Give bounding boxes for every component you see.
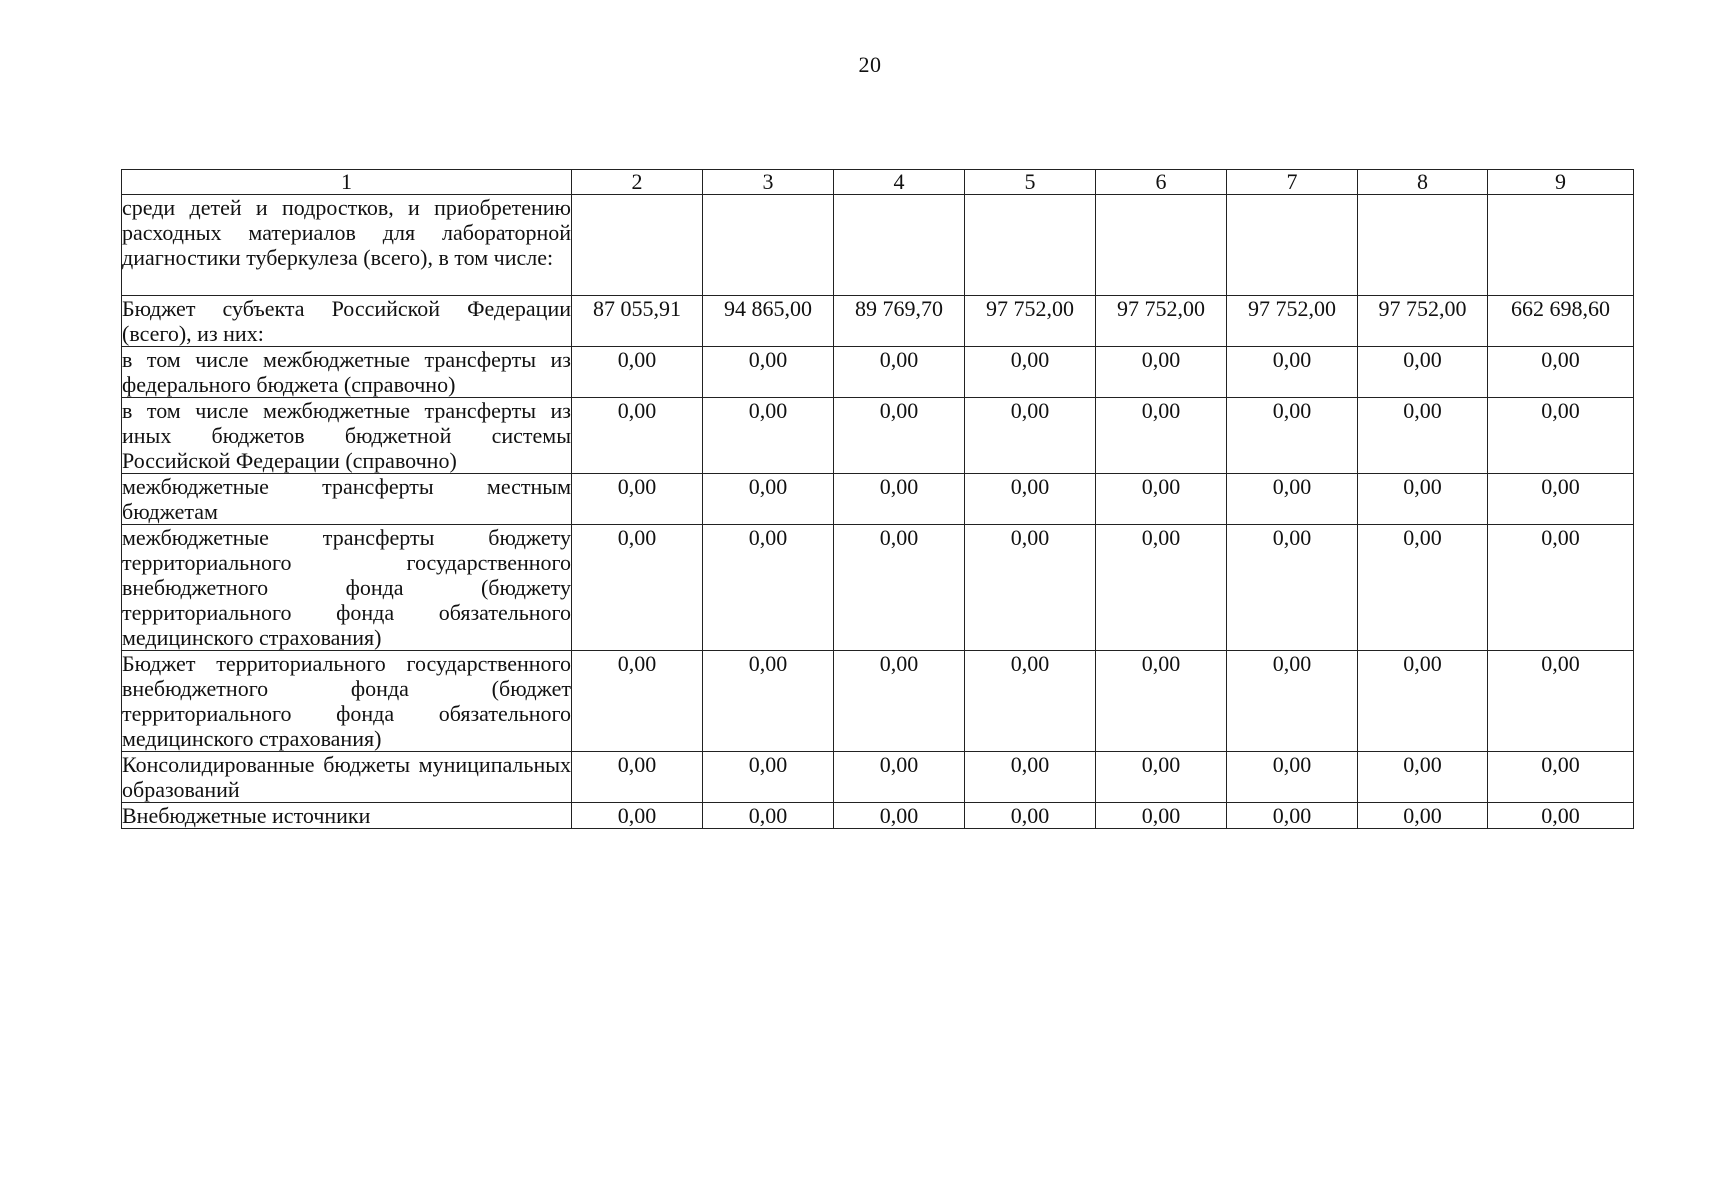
table-cell: 0,00 [1358,398,1488,474]
budget-table [121,169,1634,829]
table-row [122,651,1634,752]
table-cell: 0,00 [703,398,834,474]
table-cell: 662 698,60 [1488,296,1634,347]
column-header: 9 [1488,170,1634,195]
table-cell: 0,00 [703,803,834,829]
column-header: 7 [1227,170,1358,195]
table-cell: 0,00 [1358,525,1488,651]
table-cell: 0,00 [1488,398,1634,474]
table-cell: 0,00 [1227,752,1358,803]
table-cell: 0,00 [1096,803,1227,829]
table-cell: 0,00 [834,347,965,398]
column-header: 8 [1358,170,1488,195]
table-cell: 0,00 [703,347,834,398]
table-cell: 0,00 [834,651,965,752]
table-cell: 0,00 [834,803,965,829]
table-cell: 0,00 [572,803,703,829]
table-row [122,803,1634,829]
table-cell: 0,00 [1488,474,1634,525]
table-cell: 0,00 [1096,525,1227,651]
table-cell: 0,00 [1488,803,1634,829]
table-cell: 0,00 [572,651,703,752]
table-cell: 97 752,00 [1358,296,1488,347]
table-row [122,296,1634,347]
table-cell: 0,00 [1096,347,1227,398]
table-cell: 0,00 [1227,398,1358,474]
table-cell: 0,00 [1096,651,1227,752]
table-cell: 0,00 [1227,474,1358,525]
table-cell: 0,00 [1358,651,1488,752]
table-cell: 0,00 [834,474,965,525]
table-cell: 0,00 [1358,752,1488,803]
table-cell [1227,195,1358,296]
table-header-row [122,170,1634,195]
table-cell: 97 752,00 [965,296,1096,347]
table-cell [1488,195,1634,296]
table-cell: 0,00 [1227,347,1358,398]
table-cell: 0,00 [1358,347,1488,398]
table-cell: 0,00 [1096,752,1227,803]
table-row [122,195,1634,296]
table-cell [965,195,1096,296]
table-cell: 0,00 [1358,803,1488,829]
column-header: 3 [703,170,834,195]
page-number: 20 [858,52,882,77]
table-cell: 0,00 [1488,525,1634,651]
table-cell: 0,00 [703,474,834,525]
row-label: Внебюджетные источники [122,803,572,829]
table-cell: 0,00 [1488,752,1634,803]
column-header: 5 [965,170,1096,195]
table-cell: 0,00 [965,651,1096,752]
table-cell: 0,00 [1096,398,1227,474]
table-cell: 87 055,91 [572,296,703,347]
table-cell: 0,00 [1096,474,1227,525]
table-cell [834,195,965,296]
column-header: 6 [1096,170,1227,195]
table-cell: 0,00 [1227,651,1358,752]
table-cell [572,195,703,296]
table-cell: 0,00 [965,803,1096,829]
column-header: 4 [834,170,965,195]
row-label: межбюджетные трансферты местным бюджетам [122,474,571,524]
table-cell: 0,00 [1488,347,1634,398]
table-cell: 0,00 [572,525,703,651]
table-cell: 0,00 [572,347,703,398]
row-label: среди детей и подростков, и приобретению расходных материалов для лабораторной диагностики туберкулеза (всего), в том числе: [122,195,572,296]
column-header: 2 [572,170,703,195]
table-cell: 0,00 [572,474,703,525]
table-row [122,752,1634,803]
table-cell: 0,00 [834,525,965,651]
table-row [122,347,1634,398]
table-cell: 0,00 [1488,651,1634,752]
table-cell: 0,00 [572,752,703,803]
table-row [122,474,1634,525]
table-cell: 0,00 [834,398,965,474]
row-label: в том числе межбюджетные трансферты из иных бюджетов бюджетной системы Российской Федерации (справочно) [122,398,571,473]
table-cell: 0,00 [965,752,1096,803]
row-label: Консолидированные бюджеты муниципальных образований [122,752,571,802]
row-label: Бюджет субъекта Российской Федерации (всего), из них: [122,296,571,346]
table-cell: 0,00 [965,474,1096,525]
table-cell: 0,00 [703,651,834,752]
row-label: в том числе межбюджетные трансферты из федерального бюджета (справочно) [122,347,571,397]
table-cell: 0,00 [834,752,965,803]
table-cell: 0,00 [1358,474,1488,525]
table-cell [1358,195,1488,296]
table-cell: 97 752,00 [1227,296,1358,347]
table-cell [1096,195,1227,296]
table-row [122,525,1634,651]
column-header: 1 [122,170,572,195]
row-label: межбюджетные трансферты бюджету территориального государственного внебюджетного фонда (бюджету территориального фонда обязательного медицинского страхования) [122,525,571,650]
table-cell: 0,00 [703,525,834,651]
table-cell: 0,00 [572,398,703,474]
table-cell: 0,00 [965,398,1096,474]
table-cell [703,195,834,296]
table-cell: 97 752,00 [1096,296,1227,347]
table-row [122,398,1634,474]
table-cell: 94 865,00 [703,296,834,347]
table-cell: 0,00 [965,347,1096,398]
table-cell: 89 769,70 [834,296,965,347]
table-cell: 0,00 [1227,525,1358,651]
table-cell: 0,00 [1227,803,1358,829]
table-cell: 0,00 [703,752,834,803]
table-cell: 0,00 [965,525,1096,651]
row-label: Бюджет территориального государственного внебюджетного фонда (бюджет территориального фонда обязательного медицинского страхования) [122,651,571,751]
